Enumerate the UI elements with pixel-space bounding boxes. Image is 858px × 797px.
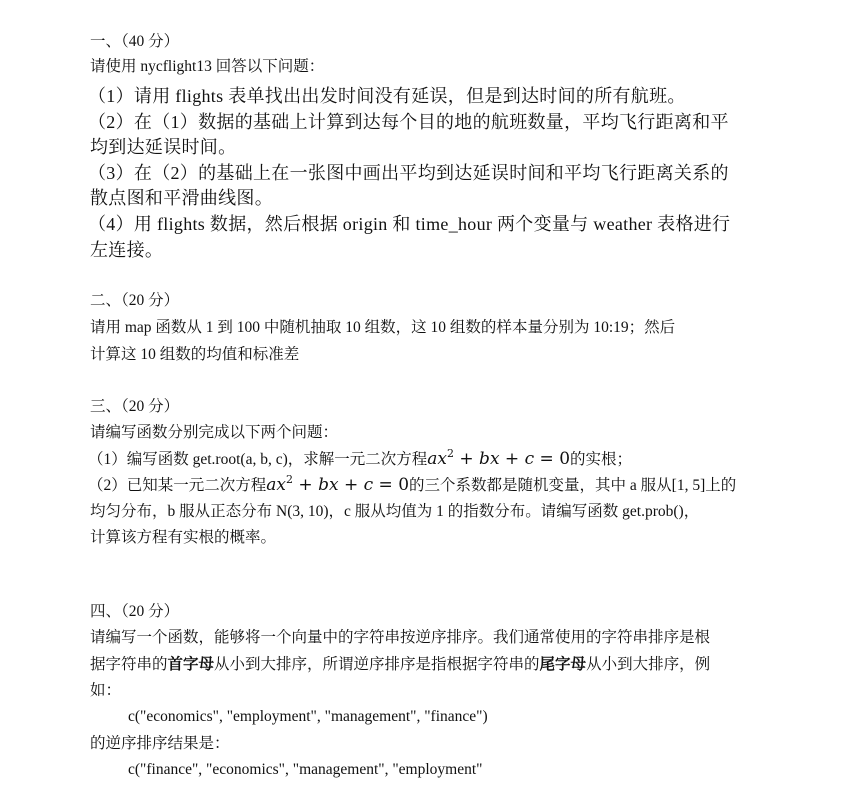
- q3-intro: 请编写函数分别完成以下两个问题：: [90, 424, 339, 441]
- quadratic-equation: $ax^2$ + bx + c = 0: [266, 473, 410, 495]
- q1-item-4: （4）用 flights 数据，然后根据 origin 和 time_hour 两个变量与 weather 表格进行: [88, 214, 731, 234]
- q3-item-2-line-2: 均匀分布，b 服从正态分布 N(3, 10)，c 服从均值为 1 的指数分布。请编写函数 get.prob()，: [90, 503, 700, 520]
- q3-item-1: （1）编写函数 get.root(a, b, c)，求解一元二次方程$ax^2$ + bx + c = 0的实根；: [88, 447, 633, 469]
- q4-example-output: c("finance", "economics", "management", "employment": [128, 761, 483, 778]
- q3-item-2: （2）已知某一元二次方程$ax^2$ + bx + c = 0的三个系数都是随机变量，其中 a 服从[1, 5]上的: [88, 473, 737, 495]
- bold-last-letter: 尾字母: [539, 656, 587, 673]
- q2-line-2: 计算这 10 组数的均值和标准差: [90, 346, 300, 363]
- q4-result-label: 的逆序排序结果是：: [90, 735, 230, 752]
- q3-item-2-text: （2）已知某一元二次方程: [88, 477, 267, 494]
- q3-item-1-text: （1）编写函数 get.root(a, b, c)，求解一元二次方程: [88, 451, 428, 468]
- q1-item-3: （3）在（2）的基础上在一张图中画出平均到达延误时间和平均飞行距离关系的: [88, 163, 729, 183]
- q4-line-3: 如：: [90, 682, 122, 699]
- q1-item-4-cont: 左连接。: [90, 240, 164, 260]
- quadratic-equation: $ax^2$ + bx + c = 0: [427, 447, 571, 469]
- q4-header: 四、（20 分）: [90, 603, 180, 620]
- q1-item-1: （1）请用 flights 表单找出出发时间没有延误，但是到达时间的所有航班。: [88, 86, 686, 106]
- q2-line-1: 请用 map 函数从 1 到 100 中随机抽取 10 组数，这 10 组数的样本量分别为 10:19；然后: [90, 319, 676, 336]
- q1-item-2: （2）在（1）数据的基础上计算到达每个目的地的航班数量，平均飞行距离和平: [88, 112, 729, 132]
- q1-item-2-cont: 均到达延误时间。: [90, 137, 237, 157]
- bold-first-letter: 首字母: [167, 656, 215, 673]
- q2-header: 二、（20 分）: [90, 292, 180, 309]
- q3-header: 三、（20 分）: [90, 398, 180, 415]
- q3-item-2-line-3: 计算该方程有实根的概率。: [90, 529, 277, 546]
- q1-item-3-cont: 散点图和平滑曲线图。: [90, 188, 273, 208]
- q4-line-2: 据字符串的首字母从小到大排序，所谓逆序排序是指根据字符串的尾字母从小到大排序，例: [90, 656, 711, 673]
- q1-header: 一、（40 分）: [90, 33, 180, 50]
- q1-intro: 请使用 nycflight13 回答以下问题：: [90, 58, 325, 75]
- q4-line-1: 请编写一个函数，能够将一个向量中的字符串按逆序排序。我们通常使用的字符串排序是根: [90, 629, 711, 646]
- q4-example-input: c("economics", "employment", "management", "finance"): [128, 708, 488, 725]
